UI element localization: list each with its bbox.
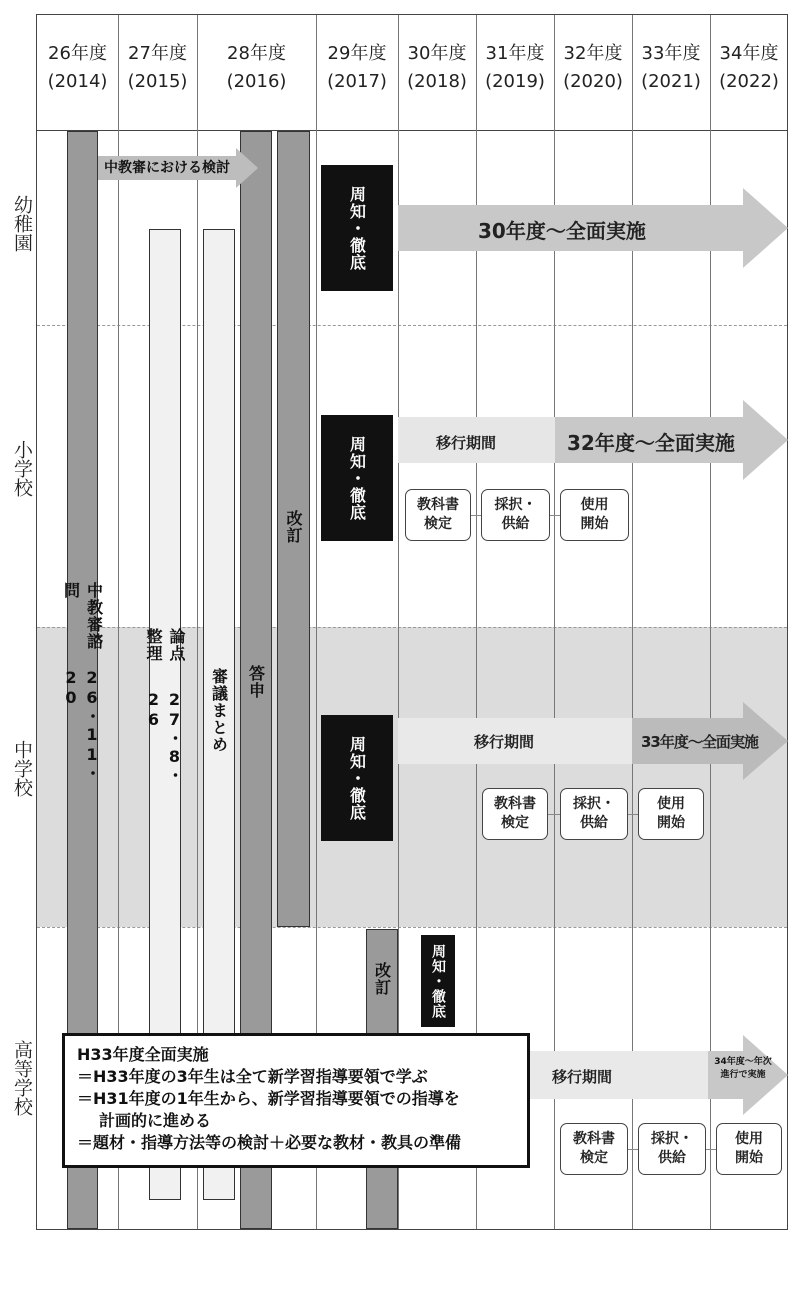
elementary-full-label: 32年度～全面実施: [567, 430, 735, 455]
junior-full-label: 33年度～全面実施: [641, 732, 758, 751]
examination-label: 中教審における検討: [104, 160, 230, 176]
year-header: 27年度 (2015): [127, 43, 188, 92]
high-textbook-check: 教科書検定: [560, 1123, 628, 1175]
year-header: 32年度 (2020): [563, 43, 623, 92]
row-label-junior-high: 中学校: [11, 740, 33, 797]
note-line: ＝H31年度の1年生から、新学習指導要領での指導を: [77, 1089, 460, 1108]
high-adoption: 採択・供給: [638, 1123, 706, 1175]
revision-high-label: 改訂: [372, 962, 392, 996]
junior-adoption: 採択・供給: [560, 788, 628, 840]
junior-start-use: 使用開始: [638, 788, 704, 840]
report-label: 答申: [246, 665, 266, 699]
year-header: 28年度 (2016): [226, 43, 287, 92]
high-full-label: 34年度～年次 進行で実施: [714, 1057, 772, 1080]
high-transition-label: 移行期間: [552, 1067, 613, 1086]
row-label-kindergarten: 幼稚園: [11, 195, 33, 252]
connector: [471, 515, 481, 516]
publicize-high-school: 周知・徹底: [421, 935, 455, 1027]
note-line: ＝H33年度の3年生は全て新学習指導要領で学ぶ: [77, 1067, 428, 1086]
consultation-label: 中教審諮問 26・11・20: [61, 582, 104, 782]
note-line: H33年度全面実施: [77, 1045, 209, 1064]
connector: [548, 814, 560, 815]
high-start-use: 使用開始: [716, 1123, 782, 1175]
year-header: 31年度 (2019): [485, 43, 545, 92]
publicize-kindergarten: 周知・徹底: [321, 165, 393, 291]
row-label-high-school: 高等学校: [11, 1040, 33, 1116]
year-header: 30年度 (2018): [407, 43, 467, 92]
year-header: 34年度 (2022): [719, 43, 779, 92]
issues-label: 論点整理 27・8・26: [144, 628, 186, 784]
year-header: 29年度 (2017): [327, 43, 387, 92]
publicize-junior-high: 周知・徹底: [321, 715, 393, 841]
year-header: 26年度 (2014): [47, 43, 108, 92]
elementary-transition-label: 移行期間: [436, 433, 497, 452]
year-header: 33年度 (2021): [641, 43, 701, 92]
connector: [628, 814, 638, 815]
publicize-elementary: 周知・徹底: [321, 415, 393, 541]
row-label-elementary: 小学校: [11, 440, 33, 497]
connector: [706, 1149, 716, 1150]
deliberation-label: 審議まとめ: [209, 668, 229, 753]
note-line: ＝題材・指導方法等の検討＋必要な教材・教具の準備: [77, 1133, 462, 1152]
elementary-start-use: 使用開始: [560, 489, 629, 541]
note-line: 計画的に進める: [99, 1111, 212, 1130]
revision-label: 改訂: [284, 510, 303, 544]
junior-textbook-check: 教科書検定: [482, 788, 548, 840]
connector: [550, 515, 560, 516]
junior-transition-label: 移行期間: [474, 732, 535, 751]
connector: [628, 1149, 638, 1150]
kindergarten-full-label: 30年度～全面実施: [478, 218, 646, 243]
high-school-note: [62, 1033, 530, 1168]
elementary-adoption: 採択・供給: [481, 489, 550, 541]
elementary-textbook-check: 教科書検定: [405, 489, 471, 541]
